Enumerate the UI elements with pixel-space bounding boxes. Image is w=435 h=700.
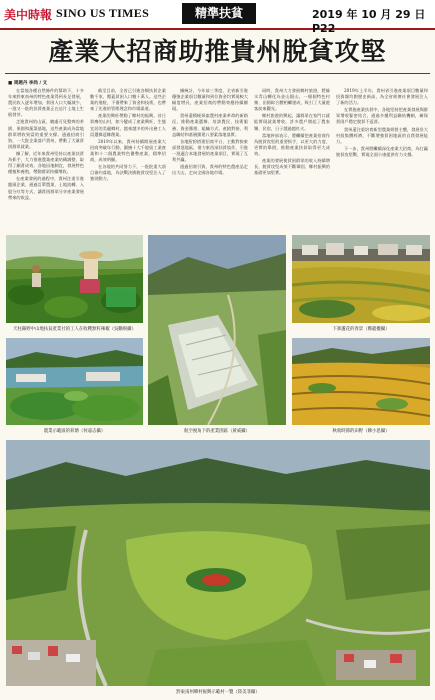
- text-column-1: [8, 88, 84, 230]
- newspaper-logo: 美中時報: [4, 8, 53, 22]
- green-terraces-photo: [148, 235, 286, 425]
- column-paragraph: 截至目前，全省已引進各類扶貧企業數千家，覆蓋貧困人口數十萬人。這些企業的進駐，不僅帶來了資金和技術，也帶來了先進的管理理念和市場渠道。: [90, 88, 166, 112]
- farm-workers-caption: 天柱縣野中山地扶貧產業社的工人在收穫無籽辣椒（吳鵬飛攝）: [13, 327, 136, 332]
- golden-fields-photo: [292, 338, 430, 425]
- newspaper-name: SINO US TIMES: [56, 6, 150, 20]
- text-column-3: [172, 88, 248, 230]
- rice-village-caption: 下寨蘆花的春景（鄭龍權攝）: [332, 327, 390, 332]
- column-paragraph: 2019年上半年，貴州省引進產業項目數量和投資額均創歷史新高，為全省經濟社會發展注入了新的活力。: [336, 88, 428, 106]
- section-label: 精準扶貧: [182, 3, 256, 24]
- column-paragraph: 同時，貴州大力發展鄉村旅遊，將綠水青山轉化為金山銀山。一個個特色村寨、田園綜合體相繼建成，吸引了大量遊客前來觀光。: [254, 88, 330, 112]
- green-terraces-caption: 航空視角下的產業園區（黃威攝）: [184, 429, 250, 434]
- headline-rule: [5, 73, 430, 74]
- column-paragraph: 產業的興旺帶動了鄉村的振興。昔日貧瘠的山村，如今變成了產業興旺、生態宜居的美麗鄉村。越來越多的外出務工人員選擇返鄉創業。: [90, 113, 166, 137]
- column-paragraph: 在實施產業扶貧中，各地堅持把產業發展與群眾增收緊密結合，通過多種利益聯結機制，確保貧困戶穩定脫貧不返貧。: [336, 107, 428, 125]
- column-paragraph: 據了解，近年來貴州堅持以產業扶貧為抓手，大力推進農業產業結構調整，取得了顯著成效。各地因地制宜，發展特色種植和養殖，帶動群眾持續增收。: [8, 150, 84, 175]
- text-column-5: [336, 88, 428, 230]
- column-paragraph: 當地幹部表示，將繼續把產業招商作為脫貧攻堅的重要抓手，以更大的力度、更實的舉措，推動產業扶貧取得更大成效。: [254, 132, 330, 156]
- column-paragraph: 2019年以來，貴州持續開展產業大招商突破年行動，圍繞十大千億級工業產業和十二個農業特色優勢產業，精準招商，成效明顯。: [90, 138, 166, 163]
- column-paragraph: 走進貴州的山區，隨處可見整齊的茶園、果園和蔬菜基地，這些產業成為當地群眾增收致富的重要支撐。通過招商引資，一大批企業落戶貴州，帶動了大量貧困群眾就業。: [8, 119, 84, 149]
- column-paragraph: 在各地的共同努力下，一批批重大項目簽約落地，為決戰決勝脫貧攻堅注入了強勁動力。: [90, 164, 166, 182]
- lotus-farm-photo: [6, 338, 143, 425]
- column-paragraph: 產業的發展使貧困群眾的收入持續增長，脫貧攻堅成果不斷鞏固，鄉村振興的基礎更加堅實。: [254, 158, 330, 176]
- bottom-panorama-caption: 黔東南州鄉村振興示範村一覽（陸美菲攝）: [176, 690, 260, 695]
- golden-fields-caption: 秋收時節的田野（陳小思攝）: [332, 429, 390, 434]
- column-paragraph: 貴州還注重培育新型農業經營主體，發展壯大村級集體經濟，不斷增強貧困地區的自我發展能力。: [336, 126, 428, 144]
- lotus-farm-caption: 農業示範區的荷塘（何遠志攝）: [43, 429, 106, 434]
- column-paragraph: 通過招商引資，貴州的特色農產品走出大山，走向全國各地市場。: [172, 164, 248, 176]
- text-column-2: [90, 88, 166, 230]
- column-paragraph: 下一步，貴州將繼續深化產業大招商，為打贏脫貧攻堅戰、實現全面小康提供有力支撐。: [336, 145, 428, 157]
- column-paragraph: 鄉村旅遊的興起，讓群眾在家門口就能實現就業增收。許多農戶開起了農家樂、民宿，日子越過越紅火。: [254, 113, 330, 131]
- column-paragraph: 各地紛紛搭建招商平台，主動對接東部發達地區，借力東西部扶貧協作，引進一批適合本地發展的產業項目，實現了互利共贏。: [172, 138, 248, 163]
- rice-village-photo: [292, 235, 430, 323]
- text-column-4: [254, 88, 330, 230]
- column-paragraph: 貴州還積極探索農村產業革命的新路徑，推動產業選擇、培訓農民、技術服務、資金籌措、組織方式、產銷對接、利益聯結和基層黨建八要素落地落實。: [172, 113, 248, 137]
- column-paragraph: 在當地各種自然條件的幫助下，十多年來黔東南州的特色產業得到長足發展，農民收入逐年增加，貧困人口大幅減少，一批又一批的扶貧產業正在這片土地上生根發芽。: [8, 88, 84, 118]
- article-byline: ■ 周趙丹 李尚 / 文: [8, 81, 48, 86]
- article-headline: 產業大招商助推貴州脫貧攻堅: [48, 37, 387, 66]
- column-paragraph: 在產業發展的過程中，貴州注重引進龍頭企業，通過訂單農業、土地流轉、入股分紅等方式，讓貧困群眾分享產業發展帶來的收益。: [8, 176, 84, 200]
- farm-workers-photo: [6, 235, 143, 323]
- bottom-panorama-photo: [6, 440, 430, 686]
- issue-date: 2019 年 10 月 29 日 P22: [312, 8, 426, 35]
- column-paragraph: 據統計，今年前三季度，全省新引進優強企業項目數量和到位資金均實現較大幅度增長，產業招商的帶動效應持續顯現。: [172, 88, 248, 112]
